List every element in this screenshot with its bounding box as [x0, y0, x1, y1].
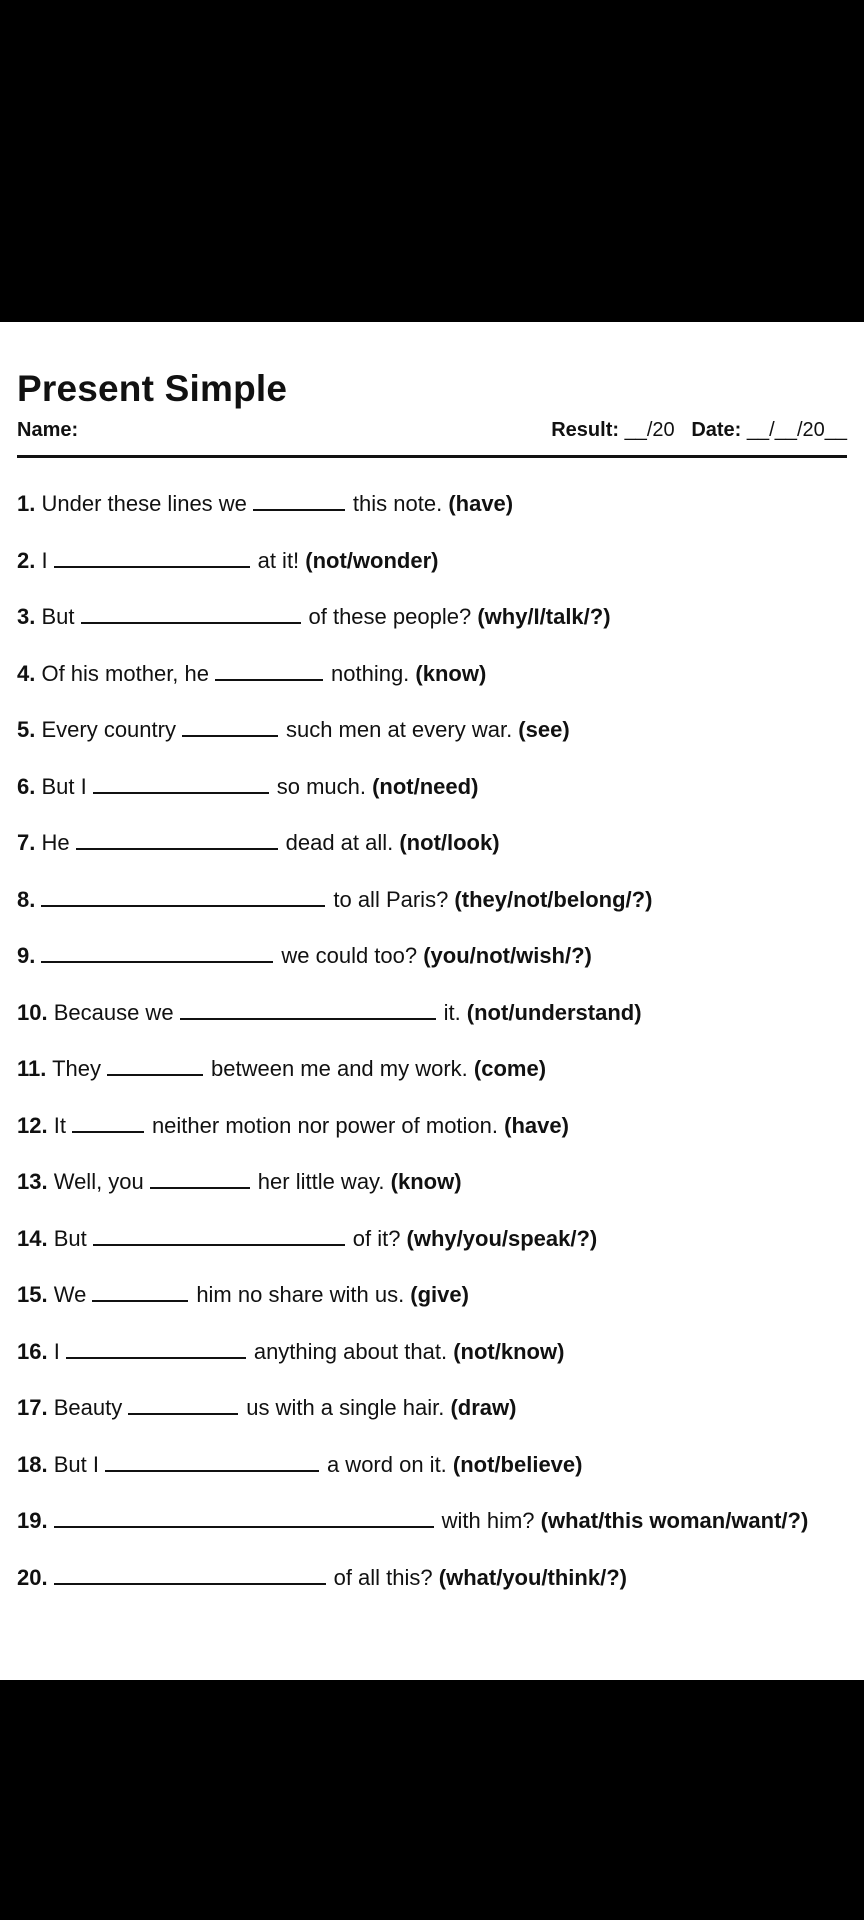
item-text-before: But [47, 1225, 87, 1251]
answer-blank[interactable] [105, 1448, 319, 1472]
exercise-item [17, 826, 500, 856]
exercise-item [17, 1391, 516, 1421]
item-text-before: But I [35, 773, 87, 799]
answer-blank[interactable] [150, 1165, 250, 1189]
item-number: 7. [17, 830, 36, 855]
worksheet-header [17, 419, 847, 449]
verb-hint: (why/you/speak/?) [406, 1225, 598, 1251]
exercise-item [17, 1335, 564, 1365]
exercise-item [17, 1052, 546, 1082]
item-number: 17. [17, 1395, 48, 1420]
verb-hint: (draw) [450, 1395, 517, 1420]
exercise-item [17, 487, 513, 517]
worksheet-title: Present Simple [17, 368, 288, 409]
result-label: Result: [551, 419, 625, 441]
item-number: 2. [17, 547, 36, 573]
answer-blank[interactable] [215, 657, 323, 681]
item-number: 5. [17, 717, 36, 742]
item-number: 8. [17, 886, 36, 912]
item-text-after: anything about that. [253, 1338, 454, 1364]
verb-hint: (not/wonder) [305, 547, 439, 573]
verb-hint: (see) [518, 717, 570, 742]
answer-blank[interactable] [128, 1391, 238, 1415]
item-text-after: with him? [441, 1508, 541, 1533]
verb-hint: (know) [390, 1169, 462, 1194]
verb-hint: (not/understand) [466, 999, 642, 1025]
answer-blank[interactable] [76, 826, 278, 850]
item-number: 19. [17, 1508, 48, 1533]
item-number: 16. [17, 1338, 48, 1364]
item-text-after: such men at every war. [285, 717, 519, 742]
item-number: 10. [17, 999, 48, 1025]
item-text-before: I [47, 1338, 60, 1364]
result-date-group [551, 419, 847, 442]
answer-blank[interactable] [107, 1052, 203, 1076]
answer-blank[interactable] [41, 883, 325, 907]
item-text-after: of all this? [333, 1564, 439, 1590]
item-number: 3. [17, 604, 36, 629]
item-text-before: Beauty [47, 1395, 123, 1420]
verb-hint: (not/look) [399, 830, 500, 855]
item-text-before: Well, you [47, 1169, 144, 1194]
answer-blank[interactable] [54, 1561, 326, 1585]
result-total: /20 [646, 419, 675, 441]
verb-hint: (give) [410, 1282, 469, 1307]
item-text-after: him no share with us. [196, 1282, 411, 1307]
item-text-before: But I [47, 1451, 99, 1477]
exercise-item [17, 996, 642, 1026]
item-text-before: Because we [47, 999, 174, 1025]
verb-hint: (come) [473, 1056, 547, 1081]
verb-hint: (not/know) [453, 1338, 565, 1364]
item-number: 1. [17, 491, 36, 516]
answer-blank[interactable] [92, 1278, 188, 1302]
item-number: 14. [17, 1225, 48, 1251]
answer-blank[interactable] [41, 939, 273, 963]
verb-hint: (know) [415, 660, 487, 686]
result-blank: __ [624, 419, 647, 441]
date-label: Date: [691, 419, 747, 441]
item-text-before: Under these lines we [35, 491, 247, 516]
exercise-item [17, 1222, 597, 1252]
item-number: 11. [17, 1056, 47, 1081]
item-text-before: It [47, 1112, 66, 1138]
item-number: 4. [17, 660, 36, 686]
answer-blank[interactable] [54, 544, 250, 568]
item-number: 20. [17, 1564, 48, 1590]
exercise-item [17, 657, 486, 687]
worksheet-page [0, 322, 864, 1680]
item-text-before: I [35, 547, 48, 573]
item-text-before: Of his mother, he [35, 660, 209, 686]
answer-blank[interactable] [180, 996, 436, 1020]
verb-hint: (they/not/belong/?) [454, 886, 653, 912]
item-text-after: we could too? [281, 943, 424, 968]
exercise-item [17, 713, 570, 743]
exercise-item [17, 1561, 627, 1591]
verb-hint: (what/this woman/want/?) [540, 1508, 809, 1533]
verb-hint: (what/you/think/?) [438, 1564, 627, 1590]
exercise-item [17, 600, 611, 630]
answer-blank[interactable] [93, 1222, 345, 1246]
exercise-item [17, 770, 478, 800]
exercise-item [17, 544, 438, 574]
verb-hint: (why/I/talk/?) [477, 604, 611, 629]
answer-blank[interactable] [66, 1335, 246, 1359]
answer-blank[interactable] [81, 600, 301, 624]
exercise-item [17, 1278, 469, 1308]
answer-blank[interactable] [54, 1504, 434, 1528]
header-divider [17, 455, 847, 458]
item-text-before: He [35, 830, 70, 855]
verb-hint: (have) [504, 1112, 569, 1138]
item-text-after: a word on it. [326, 1451, 453, 1477]
verb-hint: (not/believe) [452, 1451, 583, 1477]
item-number: 12. [17, 1112, 48, 1138]
item-number: 13. [17, 1169, 48, 1194]
item-number: 15. [17, 1282, 48, 1307]
item-text-after: at it! [257, 547, 306, 573]
item-text-after: so much. [276, 773, 373, 799]
exercise-item [17, 883, 652, 913]
exercise-item [17, 1165, 462, 1195]
item-text-after: this note. [352, 491, 449, 516]
item-text-after: to all Paris? [333, 886, 455, 912]
date-value: __/__/20__ [746, 419, 847, 441]
item-number: 18. [17, 1451, 48, 1477]
item-number: 6. [17, 773, 36, 799]
exercise-item [17, 1109, 569, 1139]
answer-blank[interactable] [72, 1109, 144, 1133]
item-text-after: of it? [352, 1225, 407, 1251]
exercise-item [17, 1448, 582, 1478]
item-text-before: They [46, 1056, 101, 1081]
item-text-after: her little way. [257, 1169, 391, 1194]
item-text-after: of these people? [308, 604, 478, 629]
item-text-after: nothing. [331, 660, 416, 686]
verb-hint: (have) [448, 491, 514, 516]
item-text-after: between me and my work. [211, 1056, 474, 1081]
answer-blank[interactable] [93, 770, 269, 794]
verb-hint: (you/not/wish/?) [423, 943, 592, 968]
item-text-before: Every country [35, 717, 176, 742]
answer-blank[interactable] [253, 487, 345, 511]
item-text-before: We [47, 1282, 87, 1307]
exercise-item [17, 1504, 808, 1534]
verb-hint: (not/need) [372, 773, 479, 799]
answer-blank[interactable] [182, 713, 278, 737]
item-text-after: us with a single hair. [246, 1395, 451, 1420]
item-text-before: But [35, 604, 75, 629]
name-label: Name: [17, 419, 79, 441]
exercise-item [17, 939, 592, 969]
item-text-after: neither motion nor power of motion. [151, 1112, 505, 1138]
item-text-after: it. [443, 999, 467, 1025]
item-number: 9. [17, 943, 36, 968]
item-text-after: dead at all. [285, 830, 400, 855]
